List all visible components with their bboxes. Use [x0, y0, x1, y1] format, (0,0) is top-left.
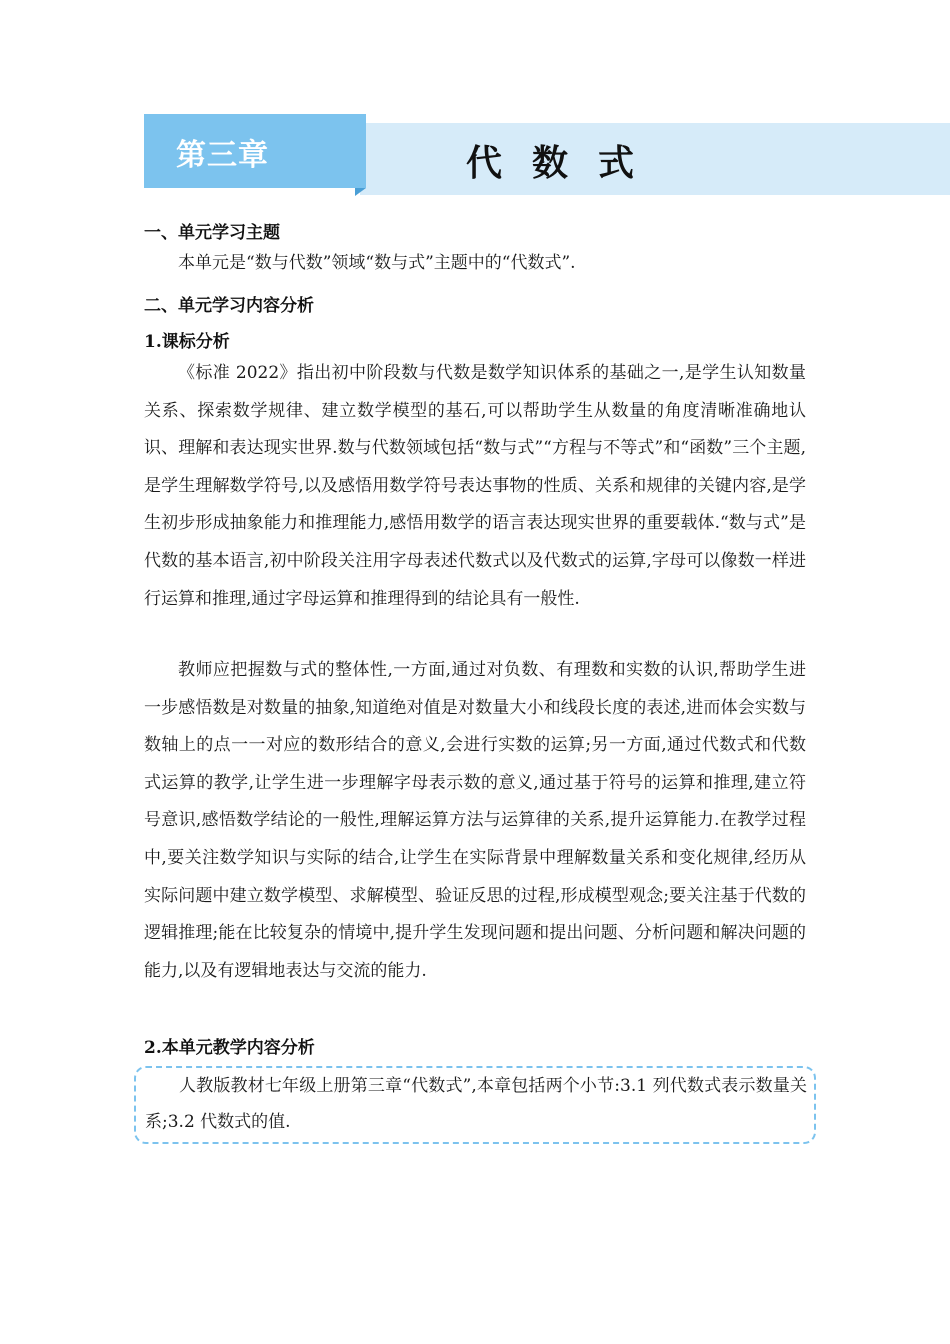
chapter-label: 第三章 — [176, 138, 269, 173]
subheading-unit-content-analysis: 2.本单元教学内容分析 — [144, 1038, 315, 1058]
curriculum-paragraph-1: 《标准 2022》指出初中阶段数与代数是数学知识体系的基础之一,是学生认知数量关系、探索数学规律、建立数学模型的基石,可以帮助学生从数量的角度清晰准确地认识、理解和表达现实世界.数与代数领域包括“数与式”“方程与不等式”和“函数”三个主题,是学生理解数学符号,以及感悟用数学符号表达事物的性质、关系和规律的关键内容,是学生初步形成抽象能力和推理能力,感悟用数学的语言表达现实世界的重要载体.“数与式”是代数的基本语言,初中阶段关注用字母表述代数式以及代数式的运算,字母可以像数一样进行运算和推理,通过字母运算和推理得到的结论具有一般性. — [144, 363, 806, 609]
chapter-title: 代数式 — [466, 143, 665, 184]
chapter-tab-fold — [355, 188, 366, 196]
unit-theme-text: 本单元是“数与代数”领域“数与式”主题中的“代数式”. — [178, 253, 576, 273]
unit-content-paragraph: 人教版教材七年级上册第三章“代数式”,本章包括两个小节:3.1 列代数式表示数量关系;3.2 代数式的值. — [145, 1076, 807, 1132]
section-heading-unit-theme: 一、单元学习主题 — [144, 223, 280, 243]
section-heading-content-analysis: 二、单元学习内容分析 — [144, 296, 314, 316]
subheading-curriculum-analysis: 1.课标分析 — [144, 332, 230, 352]
curriculum-paragraph-2: 教师应把握数与式的整体性,一方面,通过对负数、有理数和实数的认识,帮助学生进一步感悟数是对数量的抽象,知道绝对值是对数量大小和线段长度的表述,进而体会实数与数轴上的点一一对应的数形结合的意义,会进行实数的运算;另一方面,通过代数式和代数式运算的教学,让学生进一步理解字母表示数的意义,通过基于符号的运算和推理,建立符号意识,感悟数学结论的一般性,理解运算方法与运算律的关系,提升运算能力.在教学过程中,要关注数学知识与实际的结合,让学生在实际背景中理解数量关系和变化规律,经历从实际问题中建立数学模型、求解模型、验证反思的过程,形成模型观念;要关注基于代数的逻辑推理;能在比较复杂的情境中,提升学生发现问题和提出问题、分析问题和解决问题的能力,以及有逻辑地表达与交流的能力. — [144, 660, 806, 981]
unit-content-box — [134, 1066, 816, 1144]
